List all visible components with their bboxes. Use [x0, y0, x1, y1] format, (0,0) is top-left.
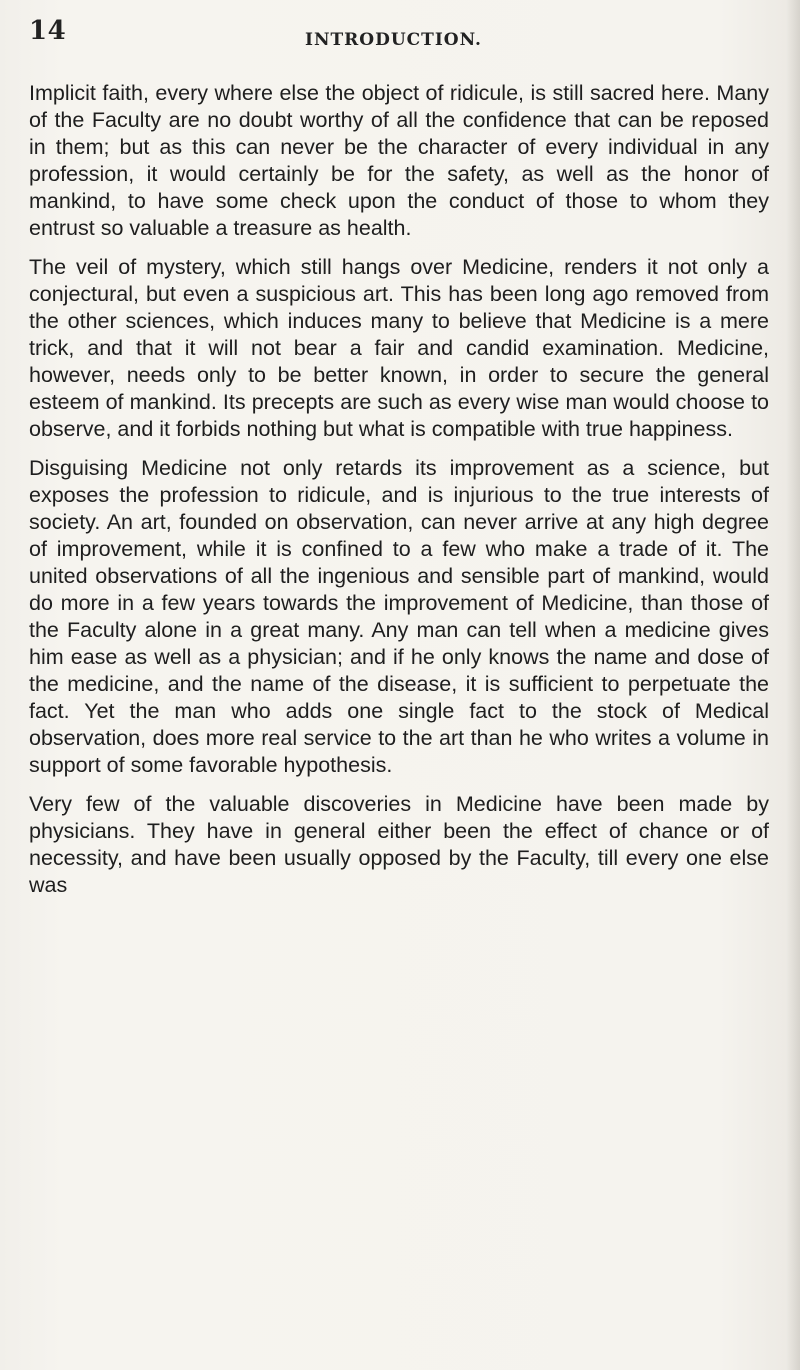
- paragraph-veil-of-mystery: The veil of mystery, which still hangs over Medicine, renders it not only a conjectural, but even a suspicious art. This has been long ago removed from the other sciences, which induces many to believe that Medicine is a mere trick, and that it will not bear a fair and candid examination. Medicine, however, needs only to be better known, in order to secure the general esteem of mankind. Its precepts are such as every wise man would choose to observe, and it forbids nothing but what is compatible with true happiness.: [29, 255, 769, 441]
- paragraph-valuable-discoveries: Very few of the valuable discoveries in Medicine have been made by physicians. They have in general either been the effect of chance or of necessity, and have been usually opposed by the Faculty, till every one else was: [29, 792, 769, 897]
- running-head: INTRODUCTION.: [305, 30, 482, 50]
- paragraph-disguising-medicine: Disguising Medicine not only retards its improvement as a science, but exposes the profession to ridicule, and is injurious to the true interests of society. An art, founded on observation, can never arrive at any high degree of improvement, while it is confined to a few who make a trade of it. The united observations of all the ingenious and sensible part of mankind, would do more in a few years towards the improvement of Medicine, than those of the Faculty alone in a great many. Any man can tell when a medicine gives him ease as well as a physician; and if he only knows the name and dose of the medicine, and the name of the disease, it is sufficient to perpetuate the fact. Yet the man who adds one single fact to the stock of Medical observation, does more real service to the art than he who writes a volume in support of some favorable hypothesis.: [29, 456, 769, 777]
- page-number: 14: [29, 16, 67, 46]
- body-text: [29, 80, 769, 899]
- page-edge-shadow: [786, 0, 800, 1370]
- paragraph-implicit-faith: Implicit faith, every where else the object of ridicule, is still sacred here. Many of the Faculty are no doubt worthy of all the confidence that can be reposed in them; but as this can never be the character of every individual in any profession, it would certainly be for the safety, as well as the honor of mankind, to have some check upon the conduct of those to whom they entrust so valuable a treasure as health.: [29, 81, 769, 240]
